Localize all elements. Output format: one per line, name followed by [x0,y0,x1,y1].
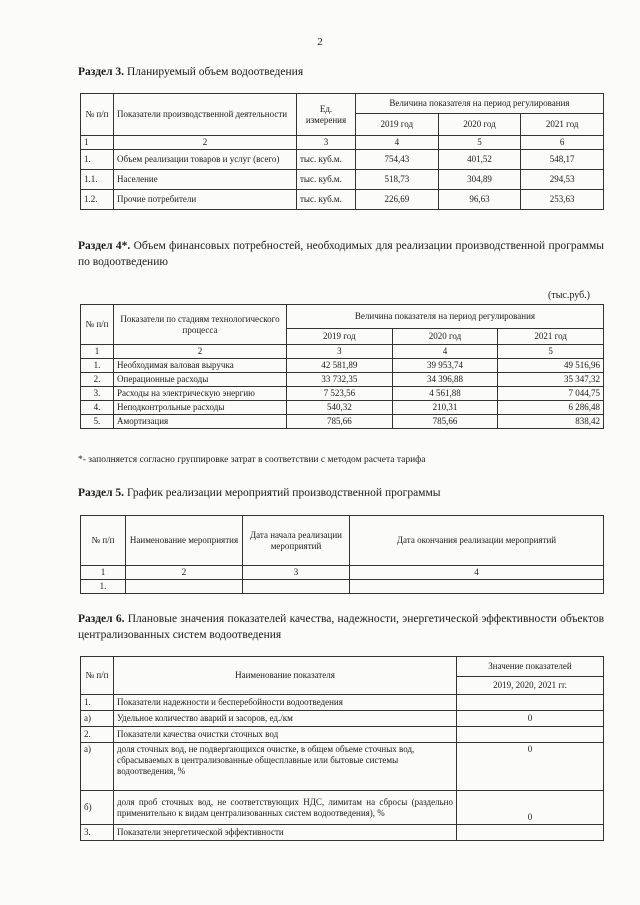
s3-index: 1 [81,136,114,150]
row-unit: тыс. куб.м. [297,170,356,190]
s5-index: 3 [243,566,350,580]
row-num: а) [81,711,114,727]
s5-header-end: Дата окончания реализации мероприятий [350,516,604,566]
row-value: 0 [457,791,604,825]
row-num: 5. [81,415,114,429]
row-value: 540,32 [287,401,393,415]
s6-header-num: № п/п [81,657,114,695]
row-num: 3. [81,387,114,401]
s4-header-num: № п/п [81,305,114,345]
table-row [81,580,604,594]
s5-header-num: № п/п [81,516,126,566]
table-row [81,695,604,711]
s3-year: 2021 год [521,114,604,136]
row-num: 1.2. [81,190,114,210]
section-6-number: Раздел 6. [78,613,125,625]
section-6-heading [78,611,604,643]
row-value: 42 581,89 [287,359,393,373]
row-value: 226,69 [356,190,439,210]
table-row [81,791,604,825]
table-row [81,150,604,170]
row-cell [243,580,350,594]
row-value [457,695,604,711]
section-4-number: Раздел 4*. [78,240,131,252]
row-name: Расходы на электрическую энергию [114,387,287,401]
s3-index: 3 [297,136,356,150]
section-4-title: Объем финансовых потребностей, необходимых для реализации производственной программы по водоотведению [78,240,605,268]
row-value: 253,63 [521,190,604,210]
row-value: 4 561,88 [392,387,498,401]
s6-header-value: Значение показателей [457,657,604,677]
s3-index: 4 [356,136,439,150]
row-name: Население [114,170,297,190]
row-name: Показатели надежности и бесперебойности водоотведения [114,695,457,711]
row-value: 304,89 [438,170,521,190]
section-3-number: Раздел 3. [78,66,125,78]
row-name: Необходимая валовая выручка [114,359,287,373]
section-3-title: Планируемый объем водоотведения [126,66,304,78]
s4-header-name: Показатели по стадиям технологического процесса [114,305,287,345]
s4-header-value: Величина показателя на период регулирования [287,305,604,329]
row-value: 7 044,75 [498,387,604,401]
row-value: 838,42 [498,415,604,429]
table-row [81,825,604,841]
row-num: б) [81,791,114,825]
row-num: а) [81,743,114,791]
s4-year: 2021 год [498,329,604,345]
row-value: 6 286,48 [498,401,604,415]
row-value: 39 953,74 [392,359,498,373]
row-name: Показатели качества очистки сточных вод [114,727,457,743]
row-value: 785,66 [287,415,393,429]
s4-index: 3 [287,345,393,359]
table-row [81,711,604,727]
row-num: 1.1. [81,170,114,190]
row-num: 2. [81,727,114,743]
section-6-table [80,656,604,841]
row-num: 4. [81,401,114,415]
s4-year: 2019 год [287,329,393,345]
row-unit: тыс. куб.м. [297,190,356,210]
s6-header-name: Наименование показателя [114,657,457,695]
row-value: 33 732,35 [287,373,393,387]
section-5-number: Раздел 5. [78,487,125,499]
row-unit: тыс. куб.м. [297,150,356,170]
s4-index: 2 [114,345,287,359]
row-value: 754,43 [356,150,439,170]
s5-header-name: Наименование мероприятия [126,516,243,566]
section-4-unit-note: (тыс.руб.) [548,290,591,301]
row-name: доля проб сточных вод, не соответствующих НДС, лимитам на сбросы (раздельно применительно к видам централизованных систем водоотведения), % [114,791,457,825]
s3-year: 2020 год [438,114,521,136]
s5-index: 4 [350,566,604,580]
row-cell [126,580,243,594]
row-value [457,825,604,841]
section-6-title: Плановые значения показателей качества, надежности, энергетической эффективности объектов централизованных систем водоотведения [78,613,604,641]
row-name: Показатели энергетической эффективности [114,825,457,841]
s4-index: 4 [392,345,498,359]
s4-year: 2020 год [392,329,498,345]
row-name: Удельное количество аварий и засоров, ед./км [114,711,457,727]
section-5-title: График реализации мероприятий производственной программы [126,487,441,499]
row-num: 1. [81,359,114,373]
row-value: 0 [457,711,604,727]
s3-index: 2 [114,136,297,150]
row-value [457,727,604,743]
s5-index: 1 [81,566,126,580]
row-value: 518,73 [356,170,439,190]
s5-index: 2 [126,566,243,580]
row-name: Амортизация [114,415,287,429]
row-value: 210,31 [392,401,498,415]
s4-index: 1 [81,345,114,359]
table-row [81,387,604,401]
section-3-table [80,93,604,210]
table-row [81,373,604,387]
s6-header-years: 2019, 2020, 2021 гг. [457,677,604,695]
table-row [81,190,604,210]
s5-header-start: Дата начала реализации мероприятий [243,516,350,566]
section-4-table [80,304,604,429]
s3-header-num: № п/п [81,94,114,136]
s3-index: 6 [521,136,604,150]
table-row [81,359,604,373]
row-name: Объем реализации товаров и услуг (всего) [114,150,297,170]
row-cell [350,580,604,594]
row-num: 1. [81,580,126,594]
section-4-footnote: *- заполняется согласно группировке затрат в соответствии с методом расчета тарифа [78,455,426,465]
s3-header-unit: Ед. измерения [297,94,356,136]
row-name: доля сточных вод, не подвергающихся очистке, в общем объеме сточных вод, сбрасываемых в централизованные общесплавные или бытовые системы водоотведения, % [114,743,457,791]
table-row [81,415,604,429]
row-value: 35 347,32 [498,373,604,387]
row-value: 34 396,88 [392,373,498,387]
row-value: 49 516,96 [498,359,604,373]
section-5-heading [78,485,440,501]
row-value: 96,63 [438,190,521,210]
s3-year: 2019 год [356,114,439,136]
row-name: Операционные расходы [114,373,287,387]
row-name: Неподконтрольные расходы [114,401,287,415]
page-number: 2 [317,36,323,48]
table-row [81,170,604,190]
row-num: 2. [81,373,114,387]
section-5-table [80,515,604,594]
section-3-heading [78,64,303,80]
s3-index: 5 [438,136,521,150]
row-num: 1. [81,695,114,711]
table-row [81,401,604,415]
row-num: 1. [81,150,114,170]
table-row [81,727,604,743]
table-row [81,743,604,791]
section-4-heading [78,238,604,270]
s3-header-value: Величина показателя на период регулирования [356,94,604,114]
row-value: 7 523,56 [287,387,393,401]
row-value: 294,53 [521,170,604,190]
s4-index: 5 [498,345,604,359]
row-value: 548,17 [521,150,604,170]
row-value: 785,66 [392,415,498,429]
row-name: Прочие потребители [114,190,297,210]
row-value: 0 [457,743,604,791]
s3-header-name: Показатели производственной деятельности [114,94,297,136]
row-num: 3. [81,825,114,841]
row-value: 401,52 [438,150,521,170]
